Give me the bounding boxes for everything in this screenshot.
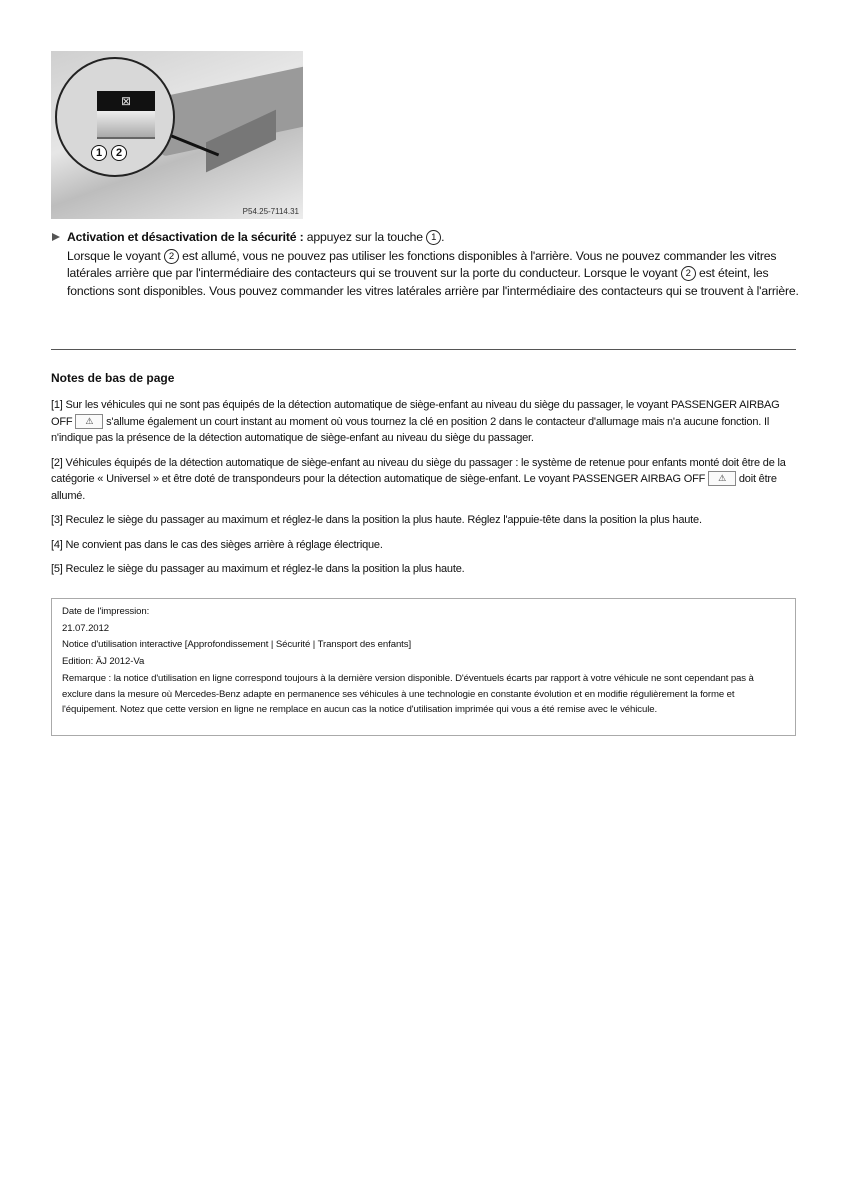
note-text: s'allume également un court instant au moment où vous tournez la clé en position 2 dans le contacteur d'allumage mais n'a aucune fonction. Il n'indique pas la présence de la détection automatique de siège-enfant au niveau du siège du passager.	[51, 415, 770, 444]
desc-text: est éteint, les fonctions sont disponibles. Vous pouvez commander les vitres latérales arrière par l'intermédiaire des contacteurs qui se trouvent à l'arrière.	[67, 266, 799, 298]
instruction-step	[67, 229, 802, 247]
footnotes-title: Notes de bas de page	[51, 371, 175, 385]
airbag-off-icon: ⚠	[708, 471, 736, 486]
desc-text: est allumé, vous ne pouvez pas utiliser les fonctions disponibles à l'arrière. Vous ne pouvez commander les vitres latérales arrière que par l'intermédiaire des contacteurs qui se trouvent sur la porte du conducteur. Lorsque le voyant	[67, 248, 777, 280]
bullet-arrow-icon	[52, 233, 60, 241]
circled-2-icon: 2	[164, 249, 179, 264]
print-date-label: Date de l'impression:	[62, 606, 150, 617]
note-text: [1] Sur les véhicules qui ne sont pas équipés de la détection automatique de siège-enfant au niveau du siège du passager, le voyant PASSENGER AIRBAG OFF	[51, 399, 780, 428]
circled-2-icon: 2	[681, 266, 696, 281]
note-text: doit être allumé.	[51, 473, 777, 502]
footnote-5: [5] Reculez le siège du passager au maximum et réglez-le dans la position la plus haute.	[51, 563, 465, 575]
edition: Edition: ÄJ 2012-Va	[62, 655, 145, 667]
document-title: Notice d'utilisation interactive [Approfondissement | Sécurité | Transport des enfants]	[62, 639, 412, 650]
step-text: appuyez sur la touche	[303, 230, 427, 244]
figure-reference: P54.25-7114.31	[242, 207, 299, 216]
circled-1-icon: 1	[426, 230, 441, 245]
instruction-section	[67, 229, 802, 300]
remark: Remarque : la notice d'utilisation en ligne correspond toujours à la dernière version disponible. D'éventuels écarts par rapport à votre véhicule ne sont cependant pas à exclure dans la mesure où Mercedes-Benz adapte en permanence ses véhicules à une technologie en constante évolution et en modifie régulièrement la forme et l'équipement. Notez que cette version en ligne ne remplace en aucun cas la notice d'utilisation imprimée qui vous a été remise avec le véhicule.	[62, 673, 754, 715]
footnote-3: [3] Reculez le siège du passager au maximum et réglez-le dans la position la plus haute. Réglez l'appuie-tête dans la position la plus haute.	[51, 514, 702, 526]
step-description	[67, 248, 802, 301]
callout-1: 1	[91, 145, 107, 161]
lock-button	[97, 111, 155, 139]
child-lock-symbol-icon: ⊠	[97, 91, 155, 111]
note-text: [2] Véhicules équipés de la détection automatique de siège-enfant au niveau du siège du passager : le système de retenue pour enfants monté doit être de la catégorie « Universel » et être doté de transpondeurs pour la détection automatique de siège-enfant. Le voyant PASSENGER AIRBAG OFF	[51, 456, 786, 485]
divider	[51, 349, 796, 350]
door-switch-illustration	[51, 51, 303, 219]
footnotes	[51, 397, 801, 586]
magnified-detail	[55, 57, 175, 177]
desc-text: Lorsque le voyant	[67, 248, 164, 263]
airbag-off-icon: ⚠	[75, 414, 103, 429]
step-text-end: .	[441, 230, 445, 244]
print-date: 21.07.2012	[62, 622, 110, 634]
footnote-4: [4] Ne convient pas dans le cas des sièges arrière à réglage électrique.	[51, 538, 383, 551]
callout-2: 2	[111, 145, 127, 161]
print-info-box	[51, 598, 796, 736]
footnote-2	[51, 455, 801, 505]
step-heading: Activation et désactivation de la sécurité :	[67, 230, 304, 244]
footnote-1	[51, 397, 801, 447]
